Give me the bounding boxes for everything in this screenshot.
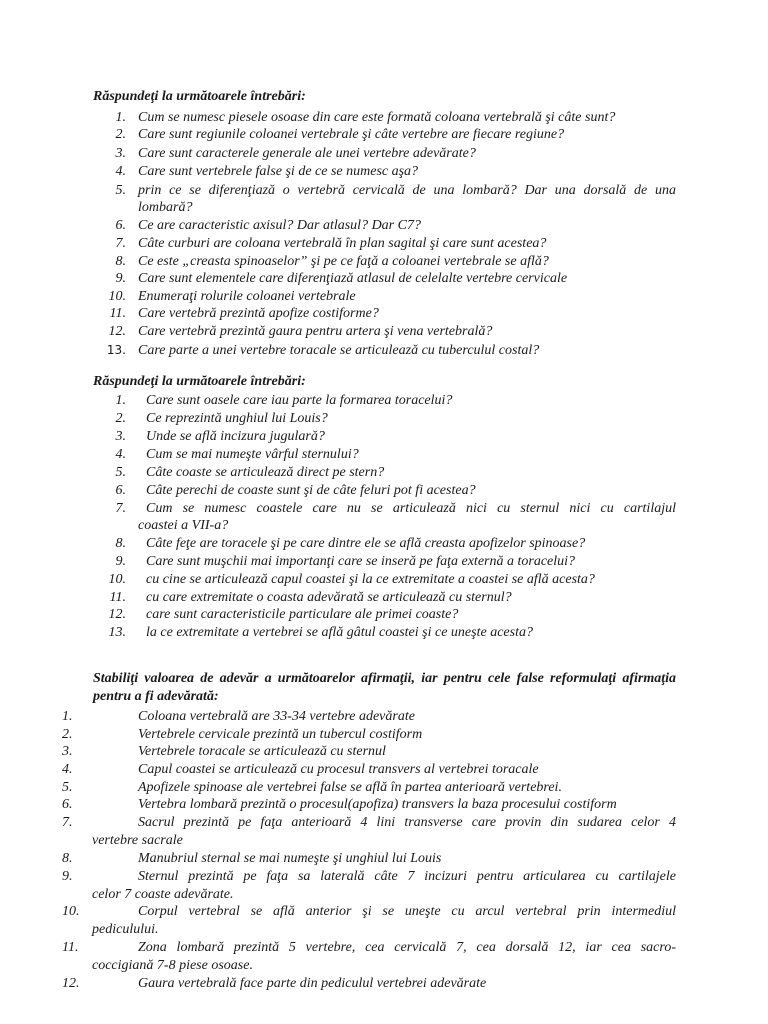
item-text: Câte curburi are coloana vertebrală în plan sagital şi care sunt acestea? [138,236,547,251]
item-text: Sacrul prezintă pe faţa anterioară 4 lini transverse care provin din sudarea celor 4 [138,815,676,830]
list-item [95,126,676,143]
item-text: Cum se mai numeşte vârful sternului? [146,447,359,462]
item-text: Câte perechi de coaste sunt şi de câte feluri pot fi acestea? [146,483,476,498]
item-text: Care vertebră prezintă apofize costiforme? [138,306,379,321]
item-text: Vertebra lombară prezintă o procesul(apofiza) transvers la baza procesului costiform [138,797,617,812]
list-item [62,903,676,920]
list-item [62,761,676,778]
item-text: Zona lombară prezintă 5 vertebre, cea cervicală 7, cea dorsală 12, iar cea sacro- [138,940,676,955]
list-item [95,535,676,552]
item-text: care sunt caracteristicile particulare ale primei coaste? [146,607,459,622]
item-text: Vertebrele cervicale prezintă un tubercul costiform [138,727,423,742]
item-number: 10. [108,289,126,304]
list-item [95,323,676,340]
item-text-continuation: coastei a VII-a? [138,518,229,533]
item-text: Care sunt vertebrele false şi de ce se numesc aşa? [138,164,419,179]
item-text-continuation: lombară? [138,200,193,215]
item-text: Care sunt caracterele generale ale unei vertebre adevărate? [138,146,476,161]
item-text: Ce reprezintă unghiul lui Louis? [146,411,328,426]
list-item [62,708,676,725]
item-number: 11. [109,590,126,605]
list-item [62,814,676,831]
item-number: 3. [115,146,126,161]
item-number: 1. [115,110,126,125]
section3-heading: Stabiliţi valoarea de adevăr a următoarelor afirmaţii, iar pentru cele false reformulaţi afirmaţia pentru a fi adevărată: [93,671,676,704]
item-number: 4. [115,164,126,179]
list-item [95,145,676,162]
item-number: 3. [62,744,73,759]
list-item [95,606,676,623]
list-item [95,253,676,270]
list-item [95,270,676,287]
list-item [62,975,676,992]
list-item [95,553,676,570]
item-text: Capul coastei se articulează cu procesul transvers al vertebrei toracale [138,762,539,777]
list-item [95,428,676,445]
item-text-continuation: celor 7 coaste adevărate. [92,887,234,902]
item-number: 10. [62,904,80,919]
item-text: Care sunt regiunile coloanei vertebrale şi câte vertebre are fiecare regiune? [138,127,565,142]
item-number: 12. [108,607,126,622]
item-number: 9. [115,271,126,286]
item-text: Ce este „creasta spinoaselor” şi pe ce faţă a coloanei vertebrale se află? [138,254,549,269]
item-text: Gaura vertebrală face parte din pediculul vertebrei adevărate [138,976,487,991]
item-number: 12. [62,976,80,991]
item-number: 8. [115,536,126,551]
item-number: 5. [115,183,126,198]
list-item [95,500,676,517]
list-item [62,796,676,813]
item-text: Care vertebră prezintă gaura pentru artera şi vena vertebrală? [138,324,493,339]
list-item [95,288,676,305]
item-text: Manubriul sternal se mai numeşte şi unghiul lui Louis [138,851,442,866]
item-number: 6. [115,218,126,233]
item-number: 6. [115,483,126,498]
list-item [62,743,676,760]
list-item [95,589,676,606]
list-item [95,446,676,463]
item-number: 11. [62,940,79,955]
list-item [95,305,676,322]
item-number: 7. [62,815,73,830]
item-number: 2. [115,411,126,426]
list-item [95,624,676,641]
item-text: Vertebrele toracale se articulează cu sternul [138,744,386,759]
item-text: Cum se numesc piesele osoase din care este formată coloana vertebrală şi câte sunt? [138,110,616,125]
item-number: 5. [115,465,126,480]
list-item [95,163,676,180]
item-number: 13. [108,625,126,640]
item-text: Corpul vertebral se află anterior şi se uneşte cu arcul vertebral prin intermediul [138,904,676,919]
item-text: Sternul prezintă pe faţa sa laterală câte 7 incizuri pentru articularea cu cartilajele [138,869,676,884]
list-item [62,726,676,743]
list-item [95,342,676,359]
item-number: 1. [115,393,126,408]
item-text: cu cine se articulează capul coastei şi la ce extremitate a coastei se află acesta? [146,572,595,587]
list-item [62,850,676,867]
list-item [95,109,676,126]
item-number: 1. [62,709,73,724]
section2-heading: Răspundeţi la următoarele întrebări: [93,374,306,389]
item-number: 11. [109,306,126,321]
item-number: 8. [115,254,126,269]
item-number: 3. [115,429,126,444]
item-text: la ce extremitate a vertebrei se află gâtul coastei şi ce uneşte acesta? [146,625,533,640]
list-item [62,939,676,956]
item-text: Câte feţe are toracele şi pe care dintre ele se află creasta apofizelor spinoase? [146,536,586,551]
item-text: prin ce se diferenţiază o vertebră cervicală de una lombară? Dar una dorsală de una [138,183,676,198]
item-text-continuation: vertebre sacrale [92,833,183,848]
list-item [62,868,676,885]
item-number: 7. [115,501,126,516]
item-number: 2. [62,727,73,742]
item-number: 7. [115,236,126,251]
list-item [95,392,676,409]
list-item [95,410,676,427]
item-text: Enumeraţi rolurile coloanei vertebrale [138,289,356,304]
list-item [95,571,676,588]
list-item [95,217,676,234]
list-item [95,464,676,481]
item-number: 9. [115,554,126,569]
item-text: Care sunt muşchii mai importanţi care se inseră pe faţa externă a toracelui? [146,554,576,569]
item-text: Care parte a unei vertebre toracale se articulează cu tuberculul costal? [138,343,540,358]
item-number: 4. [62,762,73,777]
list-item [62,779,676,796]
item-number: 6. [62,797,73,812]
item-text: Apofizele spinoase ale vertebrei false se află în partea anterioară vertebrei. [138,780,562,795]
item-text-continuation: coccigiană 7-8 piese osoase. [92,958,253,973]
item-number: 13. [106,343,126,357]
item-text: cu care extremitate o coasta adevărată se articulează cu sternul? [146,590,512,605]
item-text: Cum se numesc coastele care nu se articulează nici cu sternul nici cu cartilajul [146,501,676,516]
item-number: 5. [62,780,73,795]
item-number: 4. [115,447,126,462]
item-text: Câte coaste se articulează direct pe stern? [146,465,385,480]
item-text: Coloana vertebrală are 33-34 vertebre adevărate [138,709,415,724]
item-text: Ce are caracteristic axisul? Dar atlasul? Dar C7? [138,218,421,233]
item-number: 9. [62,869,73,884]
item-number: 12. [108,324,126,339]
item-text: Care sunt oasele care iau parte la formarea toracelui? [146,393,453,408]
item-number: 10. [108,572,126,587]
item-text-continuation: pediculului. [92,922,159,937]
list-item [95,182,676,199]
item-text: Care sunt elementele care diferenţiază atlasul de celelalte vertebre cervicale [138,271,568,286]
list-item [95,482,676,499]
list-item [95,235,676,252]
item-number: 2. [115,127,126,142]
section1-heading: Răspundeţi la următoarele întrebări: [93,89,306,104]
item-text: Unde se află incizura jugulară? [146,429,325,444]
item-number: 8. [62,851,73,866]
